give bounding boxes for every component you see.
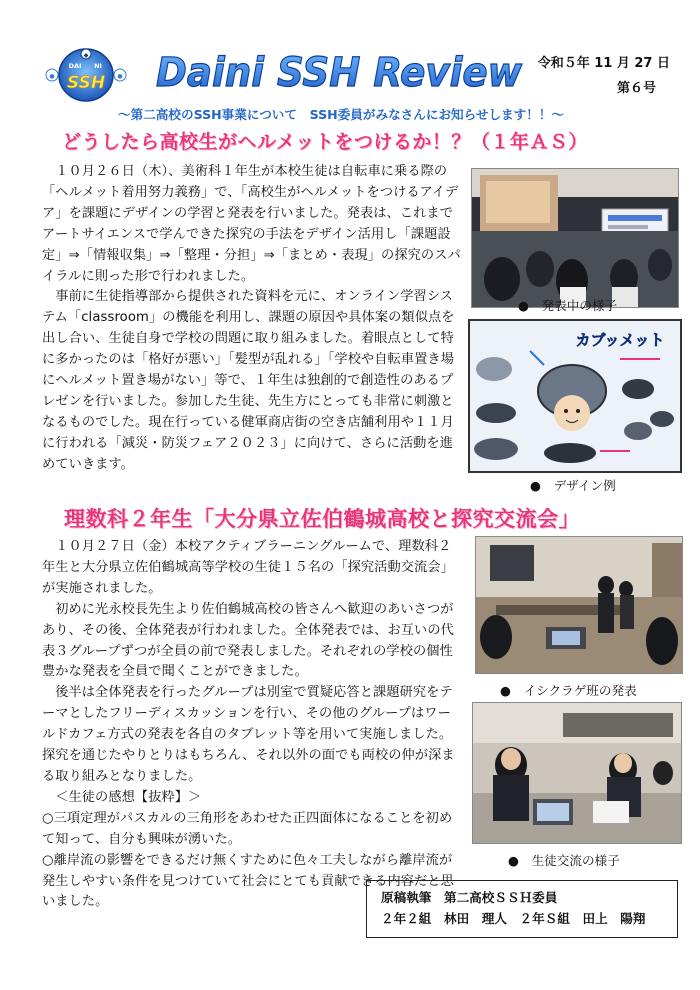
- article2-body: [42, 537, 462, 913]
- article1-heading: どうしたら高校生がヘルメットをつけるか！？（１年ＡＳ）: [62, 131, 588, 153]
- logo-right-text: NI: [94, 62, 102, 70]
- article1-body: [42, 162, 464, 476]
- article2-paragraph: 初めに光永校長先生より佐伯鶴城高校の皆さんへ歓迎のあいさつがあり、その後、全体発表が行われました。全体発表では、お互いの代表３グループずつが全員の前で発表しました。それぞれの学校の個性豊かな発表を全員で聞くことができました。: [42, 601, 454, 680]
- svg-text:●: ●: [117, 73, 123, 80]
- author-line1: 原稿執筆 第二高校ＳＳＨ委員: [381, 890, 558, 905]
- presentation-photo: [471, 168, 679, 308]
- ssh-logo: [40, 42, 132, 104]
- photo4-caption: ● 生徒交流の様子: [508, 853, 620, 868]
- logo-text: SSH: [66, 73, 106, 93]
- design-poster-photo: [468, 319, 682, 473]
- photo2-caption: ● デザイン例: [530, 478, 616, 493]
- newsletter-title: [150, 40, 530, 100]
- svg-text:カブッメット: カブッメット: [575, 331, 665, 349]
- svg-text:◆: ◆: [83, 52, 89, 59]
- issue-date: 令和５年 11 月 27 日: [537, 56, 670, 71]
- author-box: [366, 880, 678, 938]
- issue-number: 第６号: [616, 81, 656, 96]
- impression-item: ○離岸流の影響をできるだけ無くすために色々工夫しながら離岸流が発生しやすい条件を見つけていて社会にとても貢献できる内容だと思いました。: [42, 852, 454, 910]
- article2-paragraph: １０月２７日（金）本校アクティブラーニングルームで、理数科２年生と大分県立佐伯鶴城高等学校の生徒１５名の「探究活動交流会」が実施されました。: [42, 539, 454, 596]
- group-presentation-photo: [475, 536, 683, 674]
- photo3-caption: ● イシクラゲ班の発表: [500, 683, 637, 698]
- article2-paragraph: 後半は全体発表を行ったグループは別室で質疑応答と課題研究をテーマとしたフリーディスカッションを行い、その他のグループはワールドカフェ方式の発表を各自のタブレット等を用いて実施しました。探究を通じたやりとりはもちろん、それ以外の面でも両校の仲が深まる取り組みとなりました。: [42, 685, 455, 784]
- article1-paragraph: １０月２６日（木）、美術科１年生が本校生徒は自転車に乗る際の「ヘルメット着用努力義務」で、「高校生がヘルメットをつけるアイデア」を課題にデザインの学習と発表を行いました。発表は、これまでアートサイエンスで学んできた探究の手法をデザイン活用し「課題設定」⇒「情報収集」⇒「整理・分担」⇒「まとめ・表現」の探究のスパイラルに則った形で行われました。: [42, 164, 461, 284]
- svg-text:Daini SSH Review: Daini SSH Review: [156, 50, 523, 96]
- subtitle: ～第二高校のSSH事業について SSH委員がみなさんにお知らせします！！～: [118, 107, 565, 122]
- logo-left-text: DAI: [68, 62, 82, 70]
- article2-heading: 理数科２年生「大分県立佐伯鶴城高校と探究交流会」: [64, 507, 580, 531]
- impressions-heading: ＜生徒の感想【抜粋】＞: [55, 789, 202, 805]
- article1-paragraph: 事前に生徒指導部から提供された資料を元に、オンライン学習システム「classroom」の機能を利用し、課題の原因や具体案の類似点を出し合い、生徒自身で学校の問題に取り組みました。着眼点として特に多かったのは「格好が悪い」「髪型が乱れる」「学校や自転車置き場にヘルメット置き場がない」等で、１年生は独創的で創造性のあるプレゼンを行いました。参加した生徒、先生方にとっても非常に刺激となるものでした。現在行っている健軍商店街の空き店舗利用や１１月に行われる「減災・防災フェア２０２３」に向けて、さらに活動を進めていきます。: [42, 289, 455, 472]
- impression-item: ○三項定理がパスカルの三角形をあわせた正四面体になることを初めて知って、自分も興味が湧いた。: [42, 810, 453, 847]
- author-line2: ２年２組 林田 理人 ２年Ｓ組 田上 陽翔: [381, 911, 646, 926]
- photo1-caption: ● 発表中の様子: [518, 298, 618, 313]
- svg-text:●: ●: [49, 73, 55, 80]
- student-exchange-photo: [472, 702, 682, 844]
